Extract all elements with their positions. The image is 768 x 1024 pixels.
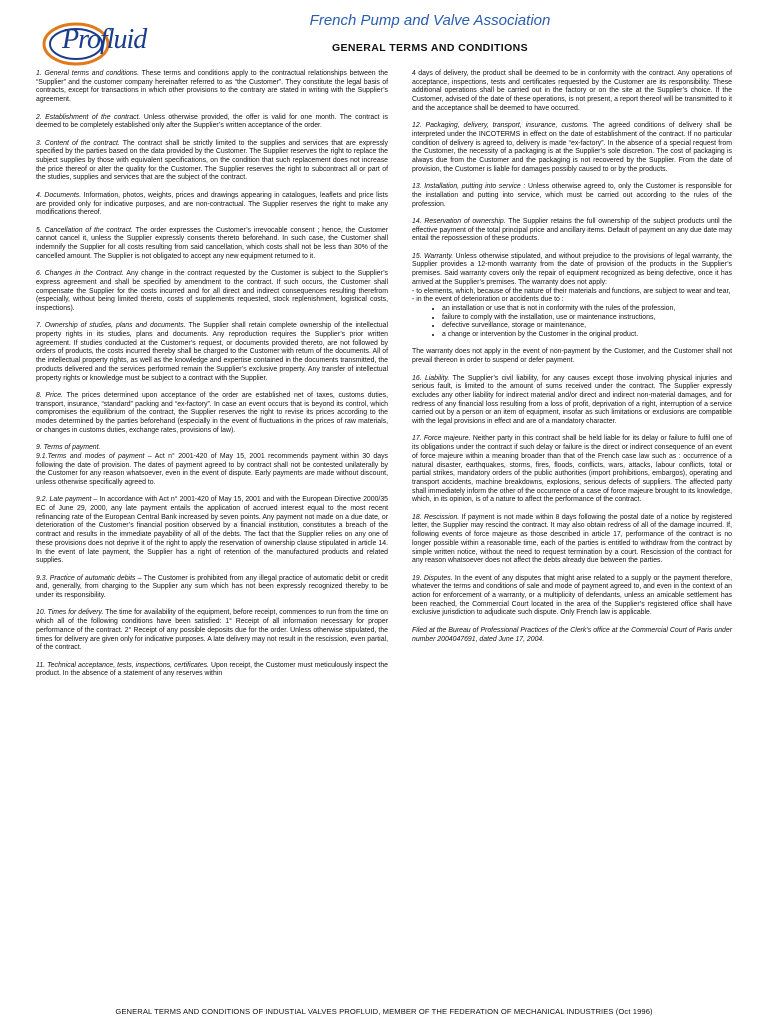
association-name: French Pump and Valve Association	[309, 12, 551, 29]
clause-body: The Supplier shall retain complete ownership of the intellectual property rights in its studies, plans and documents. Any reproduction requires the Supplier’s prior written agreement. If studies conducted at the Customer’s request, or documents provided thereto, are not followed by orders of products, the costs incurred thereby shall be charged to the Customer with return of the documents. All of the intellectual property rights, as well as the knowledge and expertise contained in the documents transmitted, the products delivered and the services performed remain the Supplier’s exclusive property. Any transfer of intellectual property rights or knowledge must be subject to a contract with the Supplier.	[36, 322, 389, 382]
clause-paragraph	[36, 140, 388, 184]
list-item: • defective surveillance, storage or maintenance,	[442, 322, 732, 331]
clause-paragraph	[36, 392, 388, 436]
clause-paragraph	[36, 496, 388, 566]
clause-paragraph	[36, 453, 388, 488]
clause-body: Upon receipt, the Customer must meticulously inspect the product. In the absence of a statement of any reserves within	[36, 661, 388, 678]
clause-title: 9.2. Late payment	[36, 496, 92, 504]
clause-title: 5. Cancellation of the contract.	[36, 226, 133, 234]
list-item: • failure to comply with the installation, use or maintenance instructions,	[442, 314, 732, 323]
clause-paragraph	[36, 70, 388, 105]
clause-body: – In accordance with Act n° 2001-420 of May 15, 2001 and with the European Directive 2000/35 EC of June 29, 2000, any late payment entails the application of accrued interest equal to the most recent refinancing rate of the European Central Bank increased by seven points. Any payment not made on a due date, or deterioration of the Customer’s financial position observed by a financial institution, constitutes a breach of the contract and results in the immediate payability of all of the debts. The fact that the Supplier relies on any one of these provisions does not deprive it of the right to apply the reservation of ownership clause stipulated in article 14. In the event of late payment, the Supplier has a right of retention of the manufactured products and related supplies.	[36, 496, 388, 565]
clause-body: Any change in the contract requested by the Customer is subject to the Supplier’s express agreement and shall be specified by amendment to the contract. If such occurs, the Customer shall compensate the Supplier for the costs incurred and for all direct and indirect consequences resulting therefrom (especially, without being limited thereto, costs of supplements requested, stock replenishment, logistical costs, inspections).	[36, 270, 388, 312]
clause-11-continued: 4 days of delivery, the product shall be deemed to be in conformity with the contract. Any operations of acceptance, inspections, tests and certificates requested by the Customer are its responsibility. These additional operations shall be carried out in the factory or on the site at the Supplier’s choice. If the Customer, advised of the date of these operations, is not present, a report thereof will be transmitted to it and the acceptance shall be deemed to have occurred.	[412, 70, 732, 112]
clause-title: 9. Terms of payment.	[36, 444, 101, 452]
clause-paragraph	[36, 227, 388, 262]
clause-paragraph	[36, 575, 388, 601]
clause-body: The time for availability of the equipment, before receipt, commences to run from the time on which all of the following conditions have been satisfied: 1° Receipt of all information necessary for proper performance of the contract. 2° Receipt of any possible deposits due for the order. Unless otherwise stipulated, the times for delivery are given only for indicative purposes. A late delivery may not result in the rescission, even partial, of the contract.	[36, 609, 388, 652]
clause-body: These terms and conditions apply to the contractual relationships between the “Supplier” and the customer company hereinafter referred to as “the Customer”. They constitute the legal basis of contracts, except for transactions in which other provisions to the contrary are stated in writing with the Supplier’s agreement.	[36, 70, 388, 104]
clause-paragraph	[36, 322, 388, 383]
page-footer: GENERAL TERMS AND CONDITIONS OF INDUSTIAL VALVES PROFLUID, MEMBER OF THE FEDERATION OF MECHANICAL INDUSTRIES (Oct 1996)	[115, 1007, 653, 1016]
filing-note: Filed at the Bureau of Professional Practices of the Clerk’s office at the Commercial Court of Paris under number 2004047691, dated June 17, 2004.	[412, 626, 732, 643]
clause-paragraph	[36, 444, 388, 453]
clause-14: 14. Reservation of ownership. The Supplier retains the full ownership of the subject products until the effective payment of the total principal price and ancillary items. Default of payment on any due date may entail the repossession of these products.	[412, 217, 732, 243]
clause-19: 19. Disputes. In the event of any disputes that might arise related to a supply or the payment therefore, whatever the terms and conditions of sale and mode of payment agreed to, and even in the context of an action for enforcement of a warranty, or a multiplicity of defendants, unless an amicable settlement has been reached, the Commercial Court located in the area of the Supplier’s registered office shall have exclusive jurisdiction to adjudicate such dispute. Only French law is applicable.	[412, 574, 732, 617]
right-column	[412, 70, 732, 653]
clause-title: 9.3. Practice of automatic debits	[36, 574, 136, 582]
clause-body: Information, photos, weights, prices and drawings appearing in catalogues, leaflets and price lists are provided only for indicative purposes, and are non-contractual. The Supplier reserves the right to make any modifications thereof.	[36, 191, 388, 217]
clause-title: 12. Packaging, delivery, transport, insurance, customs.	[412, 122, 589, 130]
clause-title: 13. Installation, putting into service :	[412, 183, 526, 191]
clause-body: The prices determined upon acceptance of the order are established net of taxes, customs duties, transport, insurance, “standard” packing and “ex-factory”. In case an event occurs that is beyond its control, which compromises the equilibrium of the contract, the Supplier reserves the right to revise its prices according to the modes determined by the parties beforehand (especially in the event of fluctuations in the prices of raw materials, or changes in customs duties, exchange rates, provisions of law).	[36, 391, 388, 434]
clause-title: 10. Times for delivery.	[36, 609, 104, 617]
logo-text: Profluid	[62, 24, 147, 55]
clause-body: The contract shall be strictly limited to the supplies and services that are expressly specified by the parties based on the data provided by the Customer. The Supplier reserves the right to replace the subject supplies by those with equivalent specifications, on the condition that such replacement does not increase the price thereof or alter the quality for the Customer. The Supplier reserves the right to subcontract all or part of the studies, supplies and services that are the subject of the contract.	[36, 139, 389, 182]
profluid-logo	[40, 18, 185, 68]
clause-title: 19. Disputes.	[412, 574, 453, 582]
clause-title: 8. Price.	[36, 391, 63, 399]
clause-15: 15. Warranty. Unless otherwise stipulated, and without prejudice to the provisions of legal warranty, the Supplier provides a 12-month warranty from the date of provision of the products in the Supplier’s premises. Said warranty covers only the repair of equipment recognized as being defective, once it has arrived at the Supplier’s premises. The warranty does not apply: - to elements, which, because of the nature of their materials and functions, are subject to wear and tear, - in the event of deterioration or accidents due to : • an installation or use that is not in conformity with the rules of the profession, • failure to comply with the installation, use or maintenance instructions, • defective surveillance, storage or maintenance, • a change or intervention by the Customer in the original product. The warranty does not apply in the event of non-payment by the Customer, and the Customer shall not prevail thereon in order to suspend or defer payment.	[412, 253, 732, 366]
clause-title: 6. Changes in the Contract.	[36, 270, 124, 278]
clause-paragraph	[36, 609, 388, 653]
clause-18: 18. Rescission. If payment is not made within 8 days following the postal date of a notice by registered letter, the Supplier may rescind the contract. It may also obtain redress of all of the damage incurred. If, following events of force majeure as those described in article 17, performance of the contract is no longer possible within a reasonable time, each of the parties is entitled to withdraw from the contract by simple written notice, without the need to request termination by a court. Rescission of the contract for any reason whatsoever does not affect the debts already due between the parties.	[412, 513, 732, 565]
clause-12: 12. Packaging, delivery, transport, insurance, customs. The agreed conditions of delivery shall be interpreted under the INCOTERMS in effect on the date of establishment of the contract. If no particular condition of delivery is agreed to, delivery is made “ex-factory”. In the absence of a special request from the Customer, the necessity of a packaging is at the Supplier’s sole discretion. The cost of packaging is always due from the Customer and the packaging is not recovered by the Supplier. From the date of provision, the Customer is liable for damages possibly caused to or by the products.	[412, 122, 732, 173]
clause-title: 4. Documents.	[36, 191, 82, 199]
page-header	[0, 0, 768, 70]
clause-title: 15. Warranty.	[412, 252, 454, 260]
clause-paragraph	[36, 270, 388, 314]
clause-title: 14. Reservation of ownership.	[412, 217, 506, 225]
clause-13: 13. Installation, putting into service : Unless otherwise agreed to, only the Customer is responsible for the installation and putting into service, which must be carried out according to the rules of the profession.	[412, 183, 732, 208]
warranty-exclusion-list	[412, 305, 732, 340]
clause-body: The order expresses the Customer’s irrevocable consent ; hence, the Customer cannot cancel it, unless the Supplier expressly consents thereto beforehand. In such case, the Customer shall indemnify the Supplier for all costs resulting from said cancellation, which costs shall not be less than 30% of the cancelled amount. The Supplier is not obligated to accept any new equipment returned to it.	[36, 226, 388, 260]
clause-body: – Act n° 2001-420 of May 15, 2001 recommends payment within 30 days following the date of provision. The dates of payment agreed to by contract shall not be contested unilaterally by the Customer for any reason whatsoever, even in the event of dispute. Early payments are made without discount, unless otherwise specifically agreed to.	[36, 452, 388, 486]
list-item: • an installation or use that is not in conformity with the rules of the profession,	[442, 305, 732, 314]
clause-title: 9.1.Terms and modes of payment	[36, 452, 145, 460]
clause-title: 18. Rescission.	[412, 513, 460, 521]
clause-title: 7. Ownership of studies, plans and documents.	[36, 322, 186, 330]
document-title: GENERAL TERMS AND CONDITIONS	[331, 42, 529, 54]
clause-title: 3. Content of the contract.	[36, 139, 120, 147]
clause-17: 17. Force majeure. Neither party in this contract shall be held liable for its delay or failure to fulfil one of its obligations under the contract if such delay or failure is the direct or indirect consequence of an event of force majeure within a meaning broader than that of the French case law such as : occurrence of a natural disaster, earthquakes, storms, fires, floods, conflicts, wars, attacks, labour conflicts, total or partial strikes, mandatory orders of the public authorities (import prohibitions, embargos), operating and transport accidents, machine breakdowns, explosions, serious defects of suppliers. The affected party shall immediately inform the other of the occurrence of a case of force majeure brought to its knowledge, which, in its opinion, is of a nature to affect the performance of the contract.	[412, 435, 732, 504]
list-item: • a change or intervention by the Customer in the original product.	[442, 331, 732, 340]
clause-title: 17. Force majeure.	[412, 435, 471, 443]
clause-paragraph	[36, 114, 388, 131]
clause-paragraph	[36, 662, 388, 679]
clause-16: 16. Liability. The Supplier’s civil liability, for any causes except those involving physical injuries and serious fault, is limited to the amount of sums received under the contract. The Supplier expressly excludes any other liability for indirect material and/or direct and indirect non-material damages, and for redress of any financial loss resulting from a loss of profit, deprivation of a right, interruption of a service carried out by a person or an item of equipment, insofar as such limitations or exclusions are compatible with the legal provisions in effect and are of a mandatory character.	[412, 374, 732, 426]
clause-body: Unless otherwise provided, the offer is valid for one month. The contract is deemed to be completely established only after the Supplier’s written acceptance of the order.	[36, 113, 388, 130]
clause-title: 2. Establishment of the contract.	[36, 113, 141, 121]
clause-paragraph	[36, 192, 388, 218]
clause-body: – The Customer is prohibited from any illegal practice of automatic debit or credit and, generally, from charging to the Supplier any sum which has not been expressly recognized thereby to be under its responsibility.	[36, 574, 388, 600]
clause-title: 1. General terms and conditions.	[36, 70, 139, 77]
left-column	[36, 70, 388, 688]
clause-title: 11. Technical acceptance, tests, inspections, certificates.	[36, 661, 209, 669]
clause-title: 16. Liability.	[412, 374, 450, 382]
